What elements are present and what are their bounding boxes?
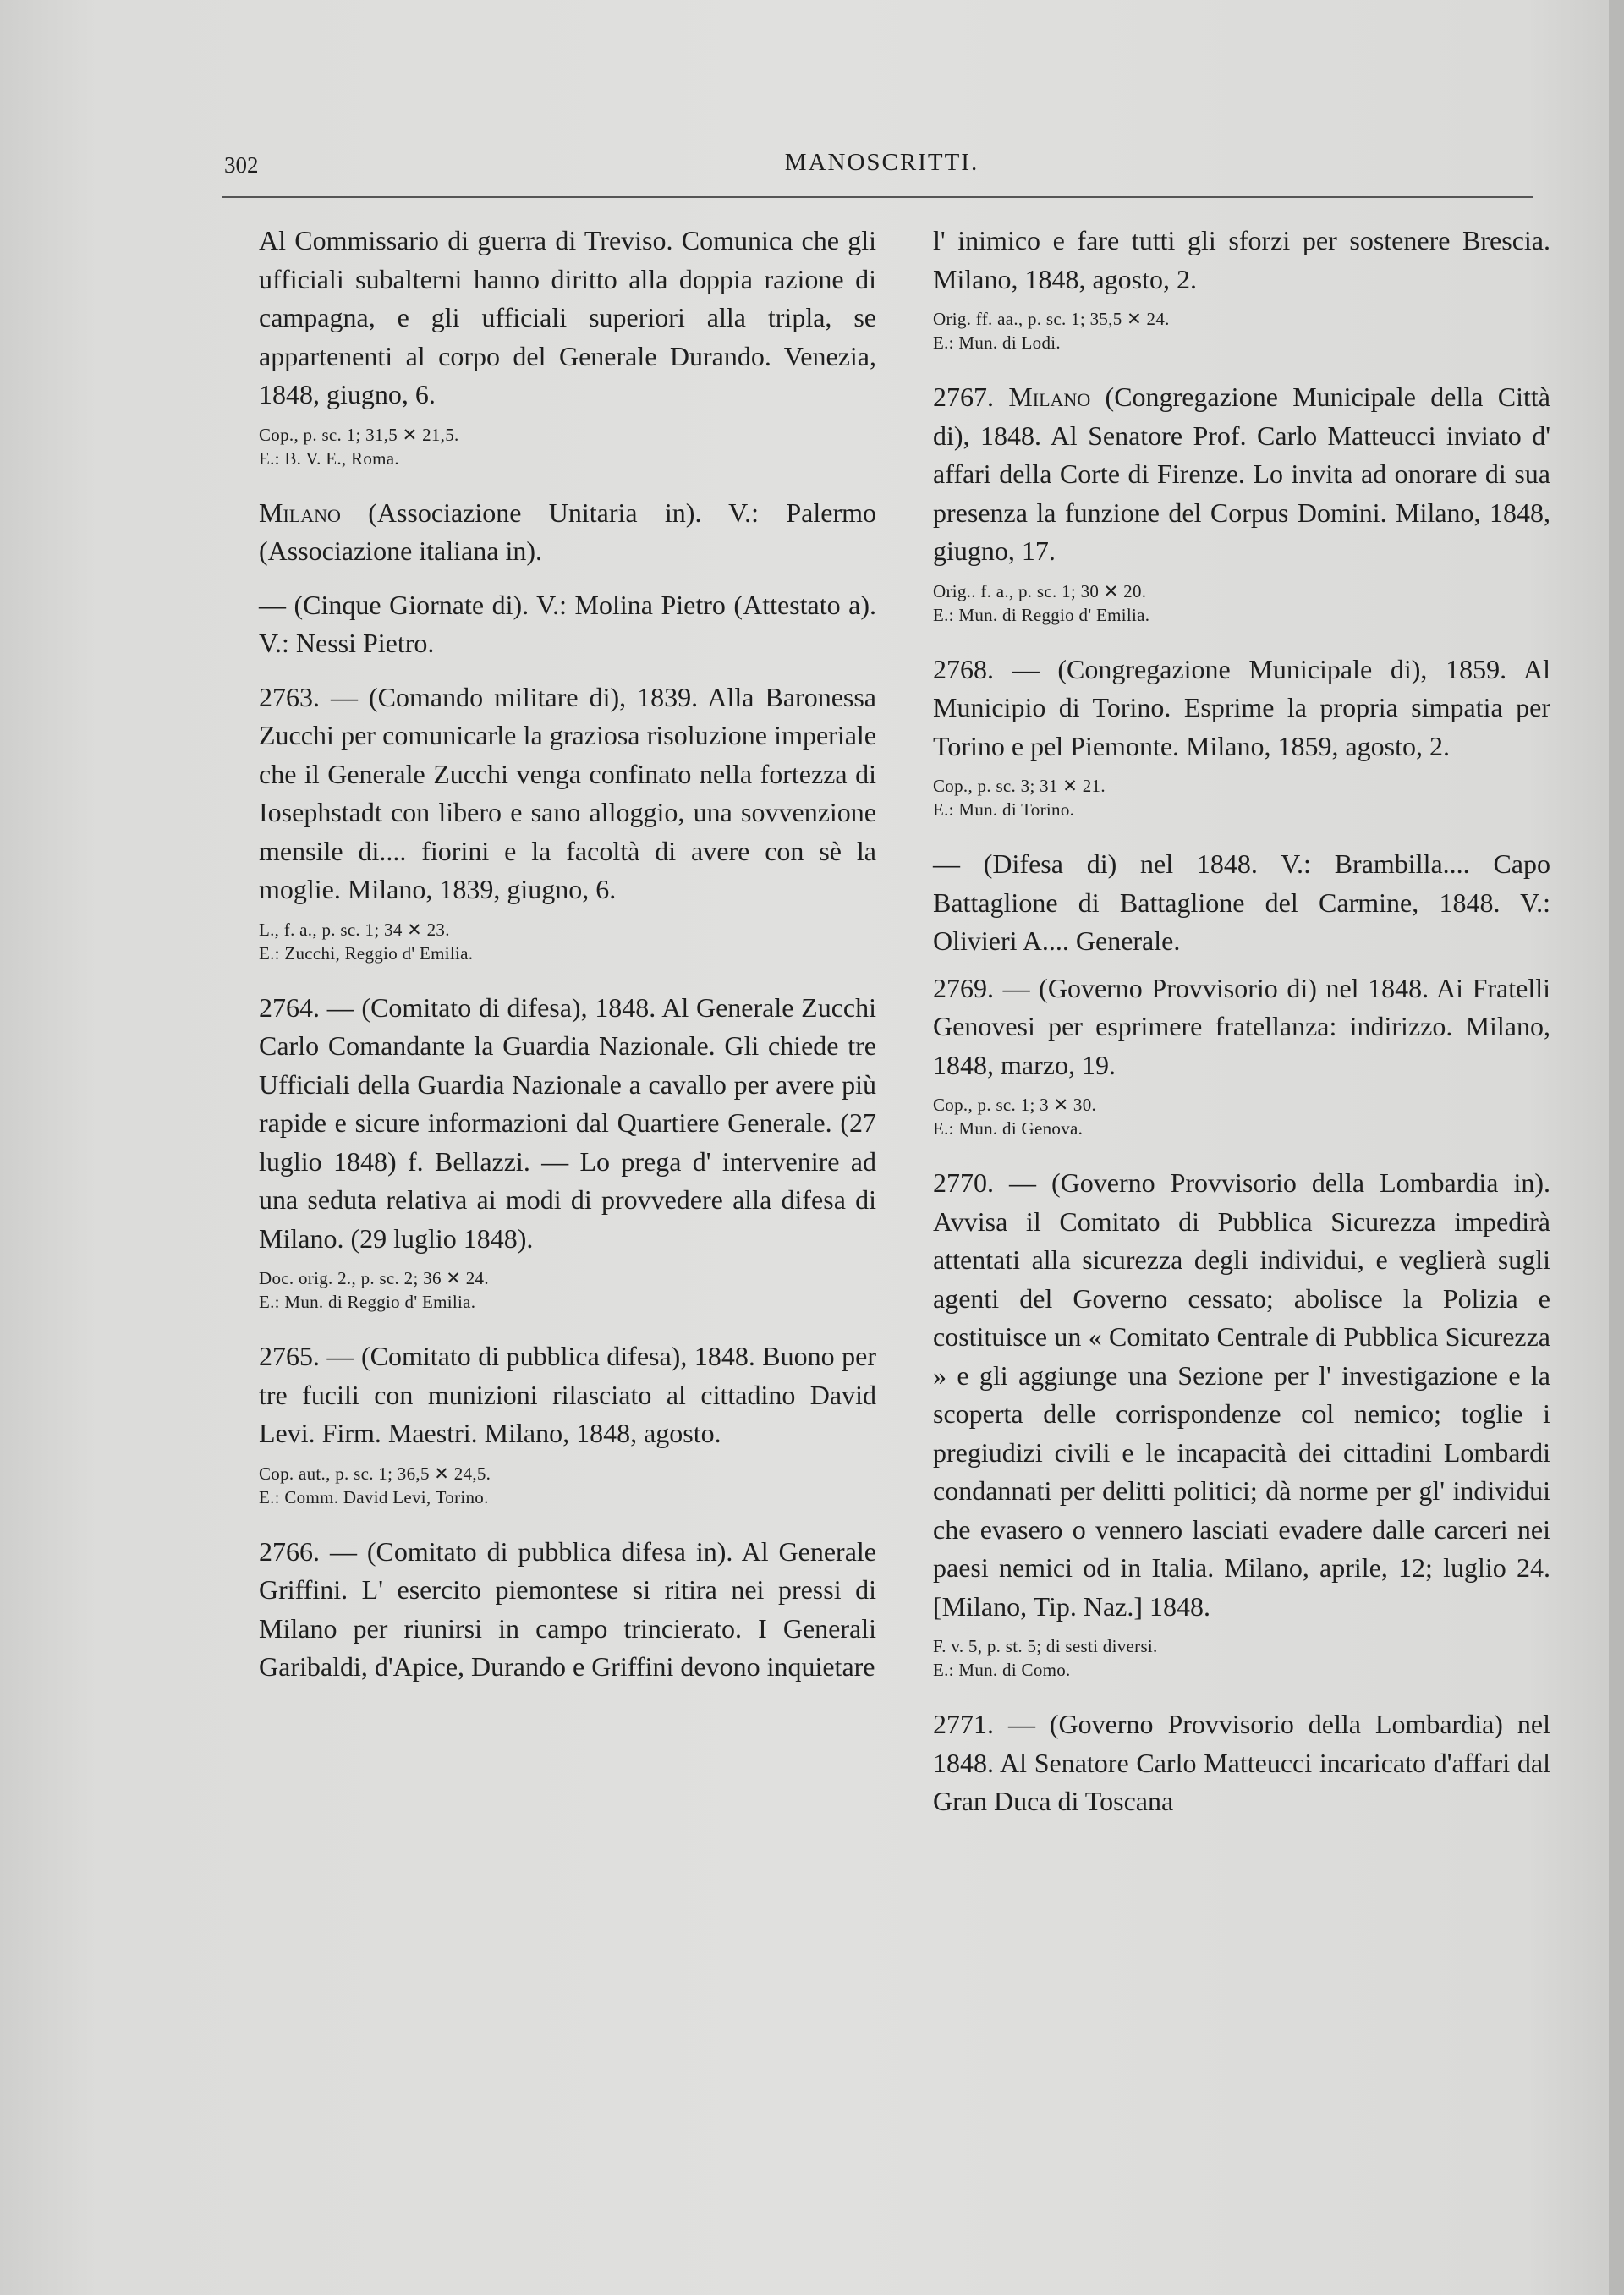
catalog-entry — [259, 494, 876, 571]
entry-notes — [933, 774, 1550, 821]
entry-notes — [259, 918, 876, 965]
note-line: E.: Mun. di Como. — [933, 1660, 1071, 1680]
note-line: L., f. a., p. sc. 1; 34 ✕ 23. — [259, 919, 450, 940]
note-line: E.: Mun. di Lodi. — [933, 332, 1061, 353]
page-edge — [1609, 0, 1624, 2295]
catalog-entry — [933, 378, 1550, 571]
entry-text: (Congregazione Municipale della Città di), 1848. Al Senatore Prof. Carlo Matteucci inviato d' affari della Corte di Firenze. Lo invita ad onorare di sua presenza la funzione del Corpus Domini. Milano, 1848, giugno, 17. — [933, 382, 1551, 566]
note-line: Cop., p. sc. 3; 31 ✕ 21. — [933, 776, 1106, 796]
entry-notes — [933, 579, 1550, 627]
note-line: Orig.. f. a., p. sc. 1; 30 ✕ 20. — [933, 580, 1147, 601]
entry-number: 2767. — [933, 382, 1009, 412]
note-line: Cop. aut., p. sc. 1; 36,5 ✕ 24,5. — [259, 1463, 491, 1484]
entry-heading: Milano — [1008, 382, 1091, 412]
catalog-entry: 2770. — (Governo Provvisorio della Lombardia in). Avvisa il Comitato di Pubblica Sicurezza impedirà attentati alla sicurezza degli individui, e veglierà sugli agenti del Governo cessato; abolisce la Polizia e costituisce un « Comitato Centrale di Pubblica Sicurezza » e gli aggiunge una Sezione per l' investigazione e la scoperta delle corrispondenze col nemico; toglie i pregiudizi civili e le incapacità dei cittadini Lombardi condannati per delitti politici; dà norme per gl' individui che evasero o vennero lasciati evadere dalle carceri nei paesi nemici od in Italia. Milano, aprile, 12; luglio 24. [Milano, Tip. Naz.] 1848. — [933, 1167, 1550, 1622]
catalog-entry: l' inimico e fare tutti gli sforzi per sostenere Brescia. Milano, 1848, agosto, 2. — [933, 225, 1550, 294]
note-line: F. v. 5, p. st. 5; di sesti diversi. — [933, 1636, 1158, 1656]
header-rule — [222, 196, 1533, 198]
catalog-entry: 2765. — (Comitato di pubblica difesa), 1848. Buono per tre fucili con munizioni rilasciato al cittadino David Levi. Firm. Maestri. Milano, 1848, agosto. — [259, 1341, 876, 1448]
catalog-entry: 2764. — (Comitato di difesa), 1848. Al Generale Zucchi Carlo Comandante la Guardia Nazionale. Gli chiede tre Ufficiali della Guardia Nazionale a cavallo per avere più rapide e sicure informazioni dal Quartiere Generale. (27 luglio 1848) f. Bellazzi. — Lo prega d' intervenire ad una seduta relativa ai modi di provvedere alla difesa di Milano. (29 luglio 1848). — [259, 991, 876, 1254]
note-line: Doc. orig. 2., p. sc. 2; 36 ✕ 24. — [259, 1268, 489, 1288]
catalog-entry: 2766. — (Comitato di pubblica difesa in). Al Generale Griffini. L' esercito piemontese si ritira nei pressi di Milano per riunirsi in campo trincierato. I Generali Garibaldi, d'Apice, Durando e Griffini devono inquietare — [259, 1535, 876, 1682]
page-number: 302 — [224, 152, 259, 178]
right-column — [933, 222, 1550, 1830]
note-line: E.: B. V. E., Roma. — [259, 447, 399, 469]
note-line: E.: Mun. di Torino. — [933, 799, 1075, 820]
entry-heading: Milano — [259, 497, 341, 528]
entry-notes — [259, 1266, 876, 1314]
catalog-entry: 2763. — (Comando militare di), 1839. Alla Baronessa Zucchi per comunicarle la graziosa risoluzione imperiale che il Generale Zucchi venga confinato nella fortezza di Iosephstadt con libero e sano alloggio, una sovvenzione mensile di.... fiorini e la facoltà di avere con sè la moglie. Milano, 1839, giugno, 6. — [259, 681, 876, 904]
note-line: E.: Mun. di Genova. — [933, 1118, 1084, 1139]
entry-notes — [933, 307, 1550, 354]
running-title: MANOSCRITTI. — [784, 149, 979, 176]
note-line: E.: Zucchi, Reggio d' Emilia. — [259, 942, 474, 964]
note-line: Cop., p. sc. 1; 3 ✕ 30. — [933, 1095, 1097, 1115]
note-line: E.: Mun. di Reggio d' Emilia. — [933, 604, 1150, 625]
catalog-entry: 2771. — (Governo Provvisorio della Lombardia) nel 1848. Al Senatore Carlo Matteucci incaricato d'affari dal Gran Duca di Toscana — [933, 1709, 1550, 1816]
catalog-entry: Al Commissario di guerra di Treviso. Comunica che gli ufficiali subalterni hanno diritto alla doppia razione di campagna, e gli ufficiali superiori alla tripla, se appartenenti al corpo del Generale Durando. Venezia, 1848, giugno, 6. — [259, 225, 876, 409]
note-line: Cop., p. sc. 1; 31,5 ✕ 21,5. — [259, 424, 459, 445]
entry-notes — [259, 1462, 876, 1509]
running-header — [224, 142, 1539, 193]
note-line: E.: Comm. David Levi, Torino. — [259, 1486, 489, 1507]
catalog-entry: — (Difesa di) nel 1848. V.: Brambilla.... Capo Battaglione di Battaglione del Carmine, 1848. V.: Olivieri A.... Generale. — [933, 848, 1550, 956]
note-line: E.: Mun. di Reggio d' Emilia. — [259, 1292, 476, 1312]
catalog-entry: 2768. — (Congregazione Municipale di), 1859. Al Municipio di Torino. Esprime la propria simpatia per Torino e pel Piemonte. Milano, 1859, agosto, 2. — [933, 653, 1550, 761]
catalog-entry: 2769. — (Governo Provvisorio di) nel 1848. Ai Fratelli Genovesi per esprimere fratellanza: indirizzo. Milano, 1848, marzo, 19. — [933, 972, 1550, 1080]
entry-notes — [933, 1093, 1550, 1140]
catalog-entry: — (Cinque Giornate di). V.: Molina Pietro (Attestato a). V.: Nessi Pietro. — [259, 589, 876, 658]
note-line: Orig. ff. aa., p. sc. 1; 35,5 ✕ 24. — [933, 309, 1170, 329]
entry-notes — [933, 1634, 1550, 1682]
left-column — [259, 222, 876, 1695]
entry-text: (Associazione Unitaria in). V.: Palermo (Associazione italiana in). — [259, 497, 876, 566]
entry-notes — [259, 423, 876, 470]
